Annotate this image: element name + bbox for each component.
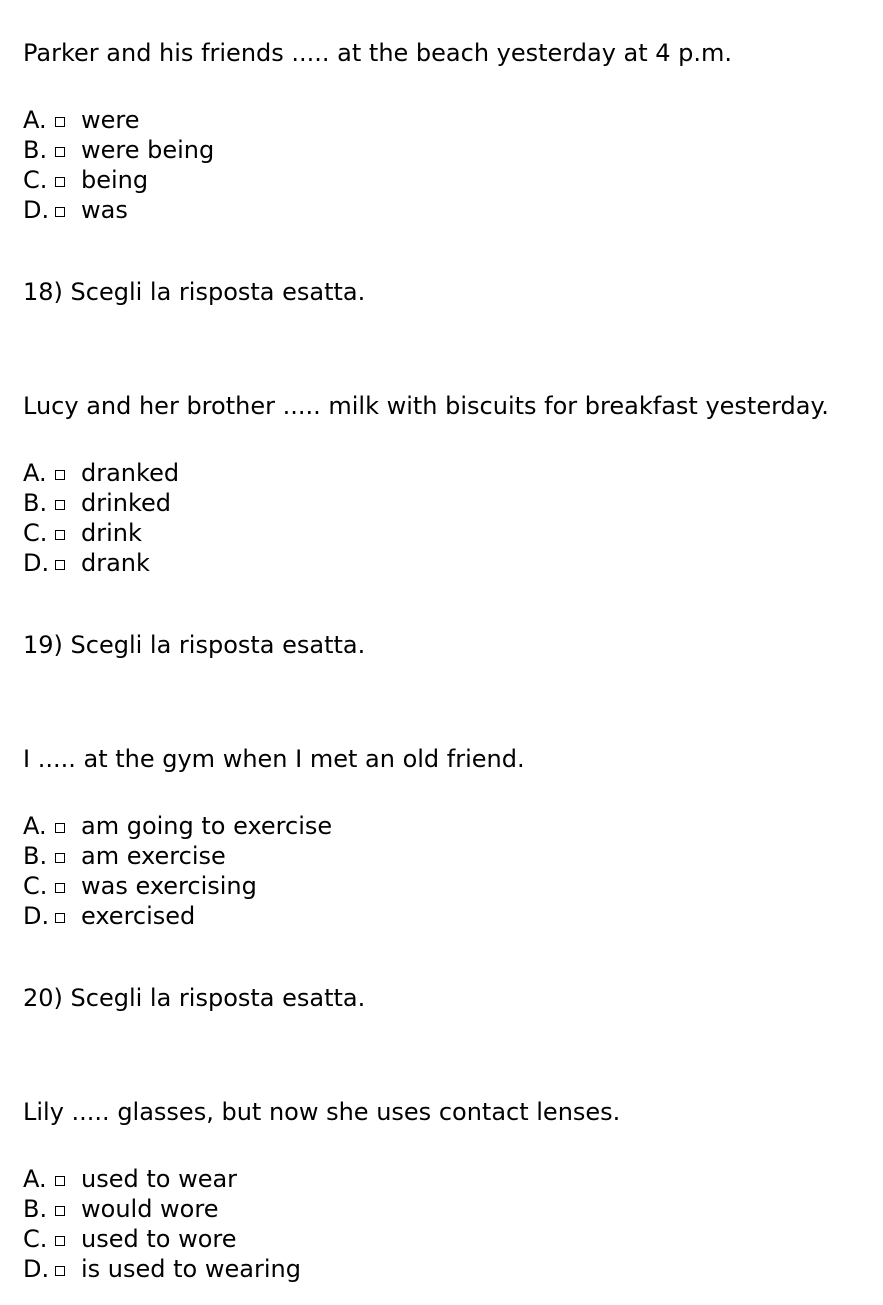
checkbox-icon[interactable] bbox=[55, 470, 65, 480]
question-20-stem: Lily ..... glasses, but now she uses contact lenses. bbox=[23, 1098, 621, 1126]
option-text: were bbox=[81, 106, 140, 134]
option-letter: B. bbox=[23, 1195, 48, 1223]
checkbox-icon[interactable] bbox=[55, 500, 65, 510]
option-b[interactable] bbox=[23, 488, 179, 518]
option-letter: B. bbox=[23, 842, 48, 870]
option-text: is used to wearing bbox=[81, 1255, 301, 1283]
question-18-stem: Lucy and her brother ..... milk with biscuits for breakfast yesterday. bbox=[23, 392, 829, 420]
option-text: used to wear bbox=[81, 1165, 238, 1193]
question-19-stem: I ..... at the gym when I met an old friend. bbox=[23, 745, 525, 773]
checkbox-icon[interactable] bbox=[55, 853, 65, 863]
question-20-options bbox=[23, 1164, 301, 1284]
checkbox-icon[interactable] bbox=[55, 883, 65, 893]
question-20-title: 20) Scegli la risposta esatta. bbox=[23, 984, 366, 1012]
checkbox-icon[interactable] bbox=[55, 823, 65, 833]
option-b[interactable] bbox=[23, 1194, 301, 1224]
option-letter: D. bbox=[23, 549, 50, 577]
question-19-title: 19) Scegli la risposta esatta. bbox=[23, 631, 366, 659]
option-letter: C. bbox=[23, 166, 48, 194]
option-letter: B. bbox=[23, 136, 48, 164]
option-c[interactable] bbox=[23, 1224, 301, 1254]
checkbox-icon[interactable] bbox=[55, 207, 65, 217]
question-17-stem: Parker and his friends ..... at the beach yesterday at 4 p.m. bbox=[23, 39, 733, 67]
checkbox-icon[interactable] bbox=[55, 1266, 65, 1276]
checkbox-icon[interactable] bbox=[55, 1206, 65, 1216]
option-text: am going to exercise bbox=[81, 812, 333, 840]
option-letter: A. bbox=[23, 459, 47, 487]
option-c[interactable] bbox=[23, 518, 179, 548]
option-text: was bbox=[81, 196, 128, 224]
option-letter: A. bbox=[23, 1165, 47, 1193]
option-letter: C. bbox=[23, 519, 48, 547]
question-18-title: 18) Scegli la risposta esatta. bbox=[23, 278, 366, 306]
option-d[interactable] bbox=[23, 195, 214, 225]
option-letter: C. bbox=[23, 1225, 48, 1253]
option-text: was exercising bbox=[81, 872, 257, 900]
question-17-options bbox=[23, 105, 214, 225]
option-c[interactable] bbox=[23, 871, 332, 901]
checkbox-icon[interactable] bbox=[55, 117, 65, 127]
option-b[interactable] bbox=[23, 841, 332, 871]
checkbox-icon[interactable] bbox=[55, 177, 65, 187]
option-letter: A. bbox=[23, 106, 47, 134]
option-d[interactable] bbox=[23, 548, 179, 578]
option-d[interactable] bbox=[23, 1254, 301, 1284]
checkbox-icon[interactable] bbox=[55, 530, 65, 540]
option-letter: D. bbox=[23, 1255, 50, 1283]
option-letter: A. bbox=[23, 812, 47, 840]
option-a[interactable] bbox=[23, 811, 332, 841]
option-text: drinked bbox=[81, 489, 172, 517]
option-text: being bbox=[81, 166, 149, 194]
option-d[interactable] bbox=[23, 901, 332, 931]
question-18-options bbox=[23, 458, 179, 578]
checkbox-icon[interactable] bbox=[55, 560, 65, 570]
checkbox-icon[interactable] bbox=[55, 913, 65, 923]
option-a[interactable] bbox=[23, 105, 214, 135]
question-19-options bbox=[23, 811, 332, 931]
option-letter: B. bbox=[23, 489, 48, 517]
option-text: dranked bbox=[81, 459, 180, 487]
option-text: used to wore bbox=[81, 1225, 237, 1253]
option-text: drank bbox=[81, 549, 150, 577]
option-a[interactable] bbox=[23, 1164, 301, 1194]
option-text: would wore bbox=[81, 1195, 219, 1223]
checkbox-icon[interactable] bbox=[55, 1236, 65, 1246]
checkbox-icon[interactable] bbox=[55, 147, 65, 157]
option-letter: D. bbox=[23, 902, 50, 930]
option-a[interactable] bbox=[23, 458, 179, 488]
option-letter: D. bbox=[23, 196, 50, 224]
checkbox-icon[interactable] bbox=[55, 1176, 65, 1186]
option-b[interactable] bbox=[23, 135, 214, 165]
option-text: am exercise bbox=[81, 842, 226, 870]
option-text: drink bbox=[81, 519, 142, 547]
option-c[interactable] bbox=[23, 165, 214, 195]
option-text: were being bbox=[81, 136, 215, 164]
option-letter: C. bbox=[23, 872, 48, 900]
option-text: exercised bbox=[81, 902, 196, 930]
